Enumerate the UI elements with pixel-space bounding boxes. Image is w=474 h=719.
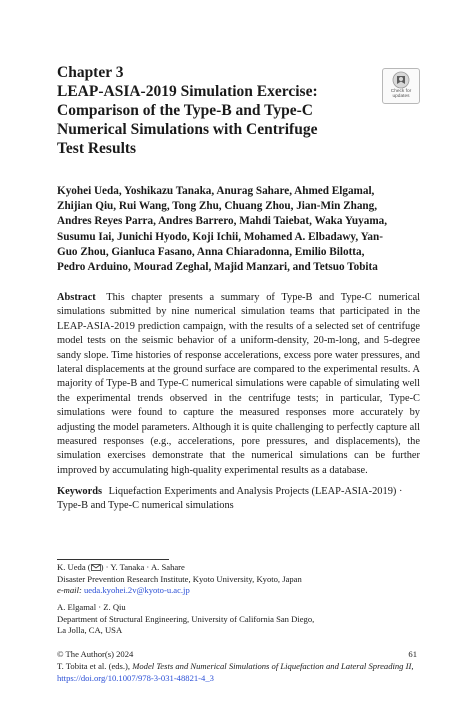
citation-book-title: Model Tests and Numerical Simulations of Liquefaction and Lateral Spreading II xyxy=(132,660,412,671)
email-label: e-mail: xyxy=(57,585,82,596)
page-footer xyxy=(57,649,420,684)
abstract-text: This chapter presents a summary of Type-B and Type-C numerical simulations submitted by nine numerical simulation teams that participated in the LEAP-ASIA-2019 prediction campaign, with the results of a selected set of centrifuge model tests on the seismic behavior of a uniform-density, 20-m-long, and 5-degree sandy slope. Time histories of response accelerations, excess pore water pressures, and lateral displacements at the ground surface are compared to the experimental results. A majority of Type-B and Type-C numerical simulations were capable of simulating well the experimental trends observed in the centrifuge tests; in particular, Type-C simulations were found to capture the measured responses more accurately by adjusting the model parameters. Although it is quite challenging to perfectly capture all measured responses (e.g., accelerations, pore pressures, and displacements), the simulation exercises demonstrate that the numerical simulations can be further improved by accumulating high-quality experimental results as a database. xyxy=(57,292,420,476)
author-line: Andres Reyes Parra, Andres Barrero, Mahdi Taiebat, Waka Yuyama, xyxy=(57,215,388,228)
affiliation-authors xyxy=(57,562,420,574)
chapter-label: Chapter 3 xyxy=(57,64,124,81)
author-line: Kyohei Ueda, Yoshikazu Tanaka, Anurag Sahare, Ahmed Elgamal, xyxy=(57,185,375,197)
author-list xyxy=(57,184,419,275)
affiliation-institution: Department of Structural Engineering, University of California San Diego, xyxy=(57,613,315,624)
affiliation-authors-post: ) · Y. Tanaka · A. Sahare xyxy=(100,562,185,572)
chapter-title xyxy=(57,82,377,158)
badge-text-line: Check for xyxy=(390,89,412,94)
chapter-title-line: LEAP-ASIA-2019 Simulation Exercise: xyxy=(57,83,318,100)
copyright-notice: © The Author(s) 2024 xyxy=(57,649,134,659)
author-line: Zhijian Qiu, Rui Wang, Tong Zhu, Chuang Zhou, Jian-Min Zhang, xyxy=(57,200,378,213)
affiliation-email-line xyxy=(57,585,420,597)
affiliation-location: La Jolla, CA, USA xyxy=(57,625,123,636)
doi-link[interactable]: https://doi.org/10.1007/978-3-031-48821-4_3 xyxy=(57,672,214,683)
keywords-label: Keywords xyxy=(57,486,103,497)
email-link[interactable]: ueda.kyohei.2v@kyoto-u.ac.jp xyxy=(83,585,190,596)
abstract xyxy=(57,291,420,478)
chapter-title-line: Test Results xyxy=(57,140,137,157)
affiliation-block xyxy=(57,602,420,637)
abstract-label: Abstract xyxy=(57,292,96,303)
author-line: Susumu Iai, Junichi Hyodo, Koji Ichii, Mohamed A. Elbadawy, Yan- xyxy=(57,230,383,243)
citation-editors: T. Tobita et al. (eds.), xyxy=(57,660,131,671)
page-number: 61 xyxy=(408,649,417,659)
keywords-text: Liquefaction Experiments and Analysis Projects (LEAP-ASIA-2019) · Type-B and Type-C numerical simulations xyxy=(57,486,403,512)
chapter-title-line: Comparison of the Type-B and Type-C xyxy=(57,102,313,119)
citation: T. Tobita et al. (eds.), Model Tests and Numerical Simulations of Liquefaction and Lateral Spreading II, https://doi.org/10.1007/978-3-031-48821-4_3 xyxy=(57,660,414,683)
chapter-title-line: Numerical Simulations with Centrifuge xyxy=(57,121,318,138)
affiliation-institution: Disaster Prevention Research Institute, Kyoto University, Kyoto, Japan xyxy=(57,573,302,584)
affiliation-authors: A. Elgamal · Z. Qiu xyxy=(57,602,126,612)
envelope-icon[interactable] xyxy=(91,564,101,571)
keywords xyxy=(57,485,420,514)
affiliation-authors-pre: K. Ueda ( xyxy=(57,562,91,572)
check-for-updates-badge[interactable] xyxy=(382,68,420,104)
author-line: Pedro Arduino, Mourad Zeghal, Majid Manzari, and Tetsuo Tobita xyxy=(57,261,378,274)
check-for-updates-icon xyxy=(392,71,410,89)
author-line: Guo Zhou, Gianluca Fasano, Anna Chiaradonna, Emilio Bilotta, xyxy=(57,245,365,258)
footnote-divider xyxy=(57,559,169,560)
badge-text-line: updates xyxy=(392,94,410,99)
affiliation-block xyxy=(57,562,420,597)
